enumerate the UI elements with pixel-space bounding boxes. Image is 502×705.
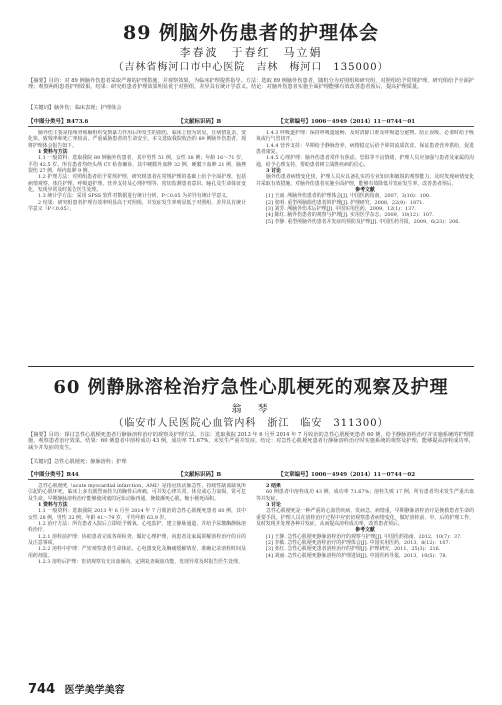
- paragraph: 1.2.1 溶栓前护理：协助患者完成各项检查，做好心理护理，向患者及家属讲解溶栓治疗的目的及注意事项。: [28, 533, 246, 547]
- article1-meta: [28, 117, 474, 125]
- paragraph: 1.2 治疗方法：所有患者入院后立即给予吸氧、心电监护，建立静脉通道，并给予尿激酶静脉溶栓治疗。: [28, 521, 246, 534]
- paragraph: 急性心肌梗死是一种严重的心血管疾病，发病急、病情重，早期静脉溶栓治疗是挽救患者生命的重要手段。护理人员在溶栓治疗过程中应密切观察患者病情变化，做好溶栓前、中、后的护理工作，及时发现并处理各种并发症，从而提高溶栓成功率，改善患者预后。: [256, 508, 474, 528]
- article1-doc-code: 【文献标识码】B: [178, 119, 222, 125]
- article1-left-column: [28, 130, 246, 362]
- article2-left-column: [28, 483, 246, 673]
- section-heading: 3 讨论: [266, 168, 281, 175]
- reference-item: [3] 刘芳. 颅脑外伤术后护理[J]. 中国实用医药，2009，12(1)：137.: [266, 206, 416, 213]
- reference-item: [5] 李静. 重型颅脑外伤患者并发症的预防及护理[J]. 中国医药导报，2009，6(23)：206.: [266, 218, 460, 225]
- paragraph: 60 例患者中溶栓成功 43 例，成功率 71.67%；溶栓失败 17 例，所有患者均未发生严重出血等并发症。: [256, 489, 474, 502]
- article1-keywords: 【关键词】脑外伤；临床表现；护理体会: [28, 105, 122, 111]
- paragraph: 1.2 护理方法：对照组患者给予常规护理，研究组患者在常规护理的基础上给予全面护理，包括病情观察、体位护理、呼吸道护理、营养支持及心理护理等，密切监测患者意识、瞳孔及生命体征变化，发现异常及时报告医生处理。: [28, 174, 246, 194]
- references-heading: 参考文献: [355, 187, 375, 194]
- reference-item: [4] 刘丽. 急性心肌梗死静脉溶栓的护理进展[J]. 中国医药导报，2013，10(5)：78.: [266, 552, 448, 559]
- reference-item: [2] 张明. 重型颅脑损伤患者的护理[J]. 护理研究，2008，22(9)：1871.: [266, 199, 424, 206]
- article2-author: 翁 琴: [231, 404, 271, 415]
- article2-abstract: 【摘要】目的：探讨急性心肌梗死患者行静脉溶栓治疗的观察及护理方法。方法：选取我院 2013 年 6 月至 2014 年 7 月收治的急性心肌梗死患者 60 例，给予静脉溶栓治疗并实施系统的护理措施，观察患者治疗效果。结果：60 例患者中溶栓成功 43 例，成功率 71.67%，未发生严重并发症。结论：对急性心肌梗死患者行静脉溶栓治疗时实施系统的观察及护理，能够提高溶栓成功率，减少并发症的发生。: [28, 432, 474, 451]
- article2-title: 60 例静脉溶栓治疗急性心肌梗死的观察及护理: [53, 377, 449, 398]
- paragraph: 急性心肌梗死（acute myocardial infarction，AMI）是指冠状动脉急性、持续性缺血缺氧所引起的心肌坏死，临床上多有剧烈而持久的胸骨后疼痛，可并发心律失常、休克或心力衰竭，常可危及生命。早期静脉溶栓治疗能够使闭塞的冠状动脉再通，挽救濒死心肌，缩小梗死面积。: [28, 483, 246, 502]
- reference-item: [4] 陈红. 脑外伤患者的观察与护理[J]. 实用医学杂志，2009，10(12)：107.: [266, 212, 434, 219]
- article1-title: 89 例脑外伤患者的护理体会: [122, 22, 380, 44]
- paragraph: 1.1 一般资料：选取我院 89 例脑外伤患者，其中男性 51 例，女性 38 例；年龄 16～71 岁，平均 42.5 岁。所有患者均经头颅 CT 检查确诊，其中硬膜外血肿 32 例，硬膜下血肿 21 例，脑挫裂伤 27 例，颅内血肿 9 例。: [28, 155, 246, 175]
- paragraph: 1.3 统计学方法：采用 SPSS 软件对数据进行统计分析，P＜0.05 为差异有统计学意义。: [38, 193, 232, 200]
- page-number: 744: [28, 682, 56, 697]
- journal-name: 医学美学美容: [64, 685, 125, 696]
- article2-article-no: 【文章编号】1006－4949（2014）11－0744－02: [278, 472, 416, 478]
- paragraph: 脑外伤主要是指颅骨和脑组织受到暴力作用后所发生的损伤，临床上较为常见，且病情复杂、变化快、致残率和死亡率较高，严重威胁患者的生命安全。本文选取我院收治的 89 例脑外伤患者，现将护理体会报告如下。: [28, 130, 246, 149]
- paragraph: 脑外伤患者病情变化快，护理人员应具备扎实的专业知识和敏锐的观察能力，及时发现病情变化并采取有效措施。对脑外伤患者实施全面护理，能够有效降低并发症发生率，改善患者预后。: [256, 174, 474, 187]
- article1-right-column: [256, 130, 474, 362]
- reference-item: [3] 张红. 急性心肌梗死患者溶栓治疗的护理[J]. 护理研究，2011，25(3)：216.: [266, 546, 441, 553]
- article2-affiliation: （临安市人民医院心血管内科 浙江 临安 311300）: [113, 418, 389, 429]
- article2-meta: [28, 470, 474, 478]
- article2-doc-code: 【文献标识码】B: [178, 472, 222, 478]
- article2-right-column: [256, 483, 474, 673]
- reference-item: [1] 王静. 急性心肌梗死静脉溶栓治疗的观察与护理[J]. 中国医药指南，2012，10(7)：37.: [266, 533, 462, 540]
- paragraph: 1.1 一般资料：选取我院 2013 年 6 月至 2014 年 7 月收治的急性心肌梗死患者 60 例，其中女性 28 例，男性 32 例；年龄 41～79 岁，平均年龄 63.9 岁。: [28, 508, 246, 521]
- paragraph: 1.2.2 溶栓中护理：严密观察患者生命体征、心电图变化及胸痛缓解情况，准确记录溶栓时间及用药剂量。: [28, 546, 246, 559]
- article1-affiliation: （吉林省梅河口市中心医院 吉林 梅河口 135000）: [113, 62, 389, 73]
- article2-keywords: 【关键词】急性心肌梗死；静脉溶栓；护理: [28, 459, 127, 465]
- references-heading: 参考文献: [355, 527, 375, 534]
- reference-item: [1] 王丽. 颅脑外伤患者的护理体会[J]. 中国医药指南，2007，3(10)：100.: [266, 193, 431, 200]
- article1-article-no: 【文章编号】1006－4949（2014）11－0744－01: [278, 119, 416, 125]
- divider: [28, 126, 474, 127]
- article1-abstract: 【摘要】目的：对 89 例脑外伤患者采取严谨的护理措施，并观察效果，为临床护理提供指导。方法：选取 89 例脑外伤患者，随机分为对照组和研究组，对照组给予常规护理，研究组给予全面护理；观察两组患者护理效果。结果：研究组患者护理效果明显优于对照组，差异具有统计学意义。结论：对脑外伤患者实施全面护理能够有效改善患者预后，提高护理质量。: [28, 78, 474, 91]
- paragraph: 1.4.4 营养支持：早期给予静脉营养，病情稳定后给予鼻饲流质饮食，保证患者营养供给，促进患者康复。: [256, 142, 474, 156]
- section-heading: 3 讨论: [266, 502, 281, 509]
- paragraph: 1.2.3 溶栓后护理：密切观察有无出血倾向，定期复查凝血功能，发现异常及时报告医生处理。: [38, 559, 243, 566]
- paragraph: 1.4.5 心理护理：脑外伤患者常伴有焦虑、恐惧等不良情绪，护理人员应加强与患者及家属的沟通，给予心理支持，帮助患者树立战胜疾病的信心。: [256, 155, 474, 168]
- divider: [28, 479, 474, 480]
- article1-clc: 【中图分类号】R473.6: [28, 119, 89, 125]
- section-heading: 1 资料与方法: [38, 149, 68, 156]
- paragraph: 1.4.3 呼吸道护理：保持呼吸道通畅，及时清除口腔及呼吸道分泌物，防止误吸，必要时给予吸氧或行气管切开。: [256, 130, 474, 143]
- article2-clc: 【中图分类号】R44: [28, 472, 79, 478]
- paragraph: 2 结果：研究组患者护理有效率明显高于对照组，并发症发生率明显低于对照组，差异具有统计学意义（P＜0.05）。: [28, 199, 246, 213]
- page-footer: [28, 681, 125, 697]
- reference-item: [2] 李敏. 急性心肌梗死溶栓治疗的护理体会[J]. 中国实用医药，2013，8(12)：107.: [266, 540, 451, 547]
- article1-authors: 李春波 于春红 马立娟: [179, 46, 323, 59]
- article-separator: [28, 366, 474, 367]
- section-heading: 1 资料与方法: [38, 502, 68, 509]
- section-heading: 2 结果: [266, 483, 281, 489]
